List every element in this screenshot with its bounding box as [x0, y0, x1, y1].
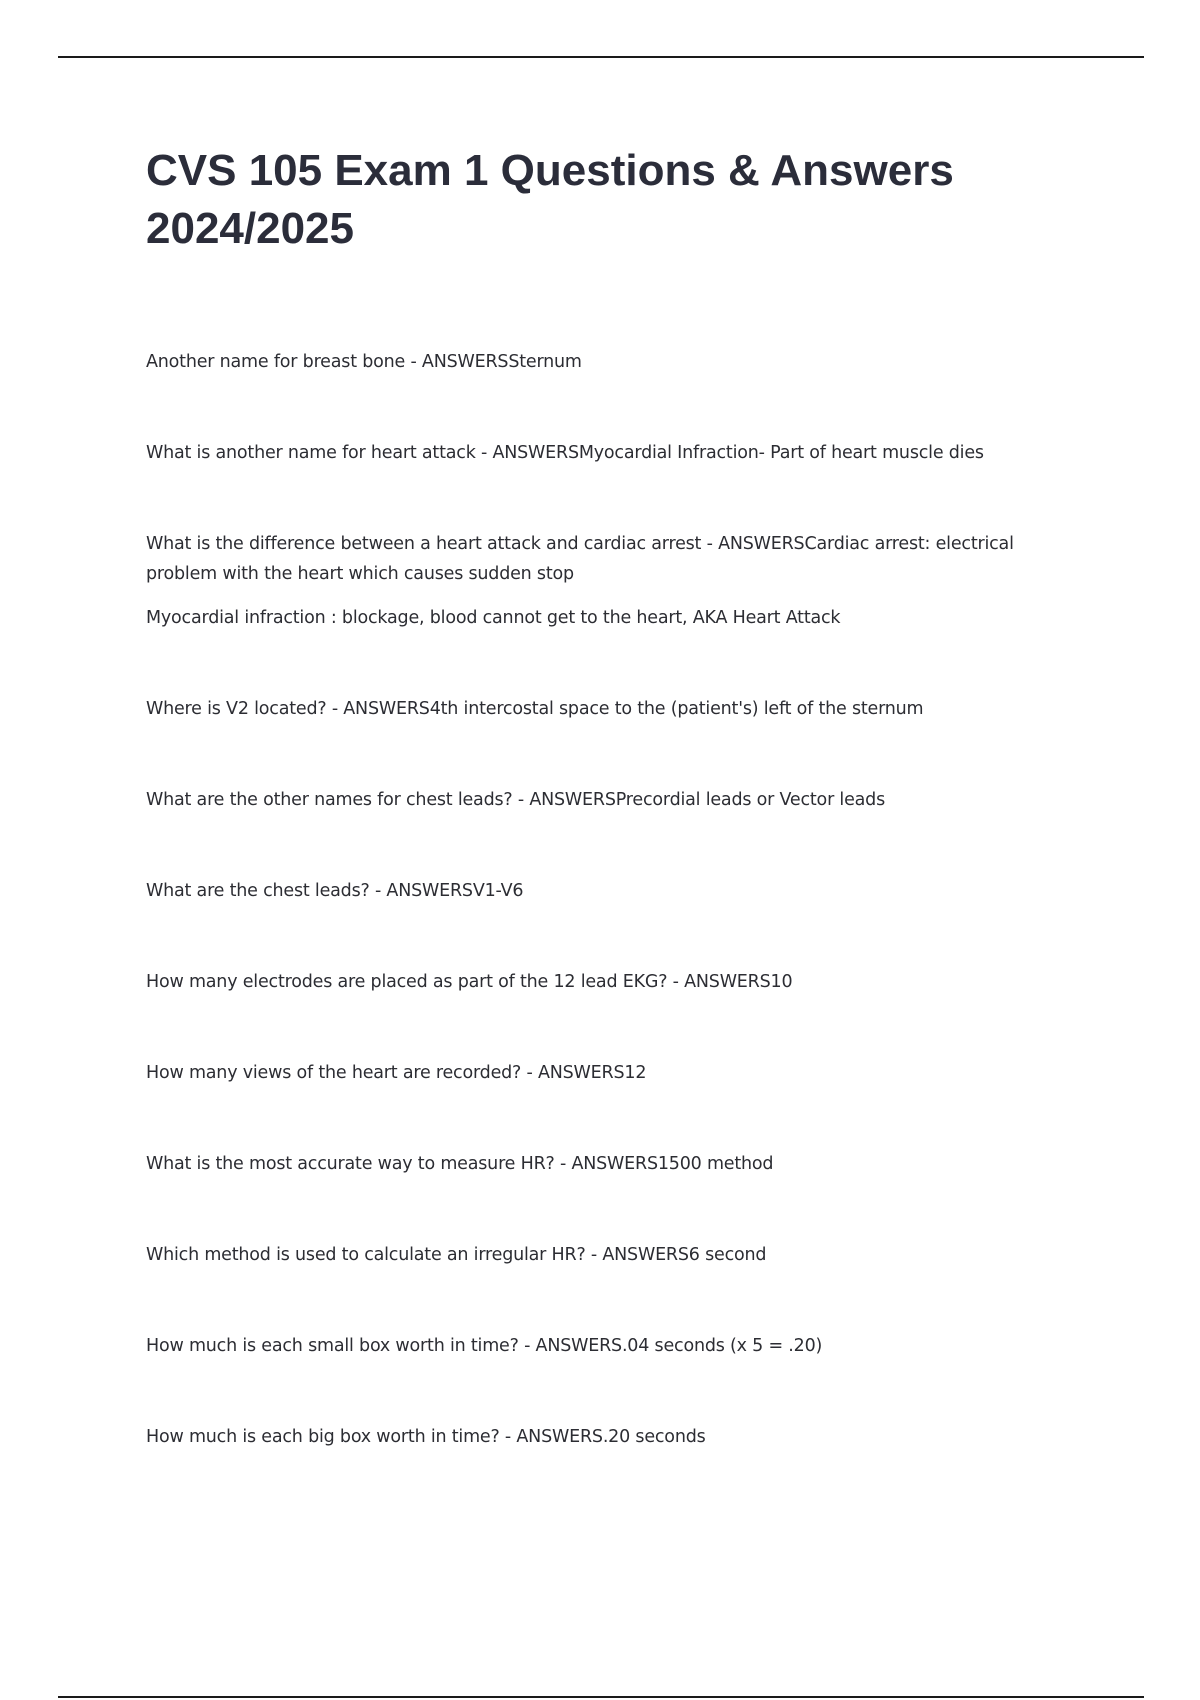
qa-item: [146, 529, 1086, 633]
qa-text: What are the chest leads? - ANSWERSV1-V6: [146, 881, 524, 901]
qa-text: How many views of the heart are recorded? - ANSWERS12: [146, 1063, 647, 1083]
qa-item: [146, 1240, 1086, 1270]
qa-continuation: Myocardial infraction : blockage, blood cannot get to the heart, AKA Heart Attack: [146, 608, 841, 628]
qa-item: [146, 785, 1086, 815]
qa-item: [146, 694, 1086, 724]
qa-text: Which method is used to calculate an irregular HR? - ANSWERS6 second: [146, 1245, 767, 1265]
qa-text: What is the difference between a heart attack and cardiac arrest - ANSWERSCardiac arrest: electrical problem with the heart which causes sudden stop: [146, 534, 1014, 584]
qa-text: Another name for breast bone - ANSWERSSternum: [146, 352, 582, 372]
bottom-rule: [58, 1696, 1144, 1698]
qa-item: [146, 1331, 1086, 1361]
qa-item: [146, 1422, 1086, 1452]
qa-item: [146, 967, 1086, 997]
qa-text: What is another name for heart attack - ANSWERSMyocardial Infraction- Part of heart muscle dies: [146, 443, 984, 463]
qa-text: Where is V2 located? - ANSWERS4th intercostal space to the (patient's) left of the sternum: [146, 699, 924, 719]
qa-text: What is the most accurate way to measure HR? - ANSWERS1500 method: [146, 1154, 774, 1174]
qa-item: [146, 1149, 1086, 1179]
top-rule: [58, 56, 1144, 58]
qa-text: How much is each small box worth in time? - ANSWERS.04 seconds (x 5 = .20): [146, 1336, 823, 1356]
qa-text: How many electrodes are placed as part of the 12 lead EKG? - ANSWERS10: [146, 972, 793, 992]
qa-text: What are the other names for chest leads? - ANSWERSPrecordial leads or Vector leads: [146, 790, 886, 810]
page-title: CVS 105 Exam 1 Questions & Answers 2024/2025: [146, 146, 954, 253]
qa-item: [146, 347, 1086, 377]
qa-item: [146, 876, 1086, 906]
qa-item: [146, 1058, 1086, 1088]
qa-item: [146, 438, 1086, 468]
qa-list: [146, 347, 1086, 1513]
qa-text: How much is each big box worth in time? - ANSWERS.20 seconds: [146, 1427, 706, 1447]
